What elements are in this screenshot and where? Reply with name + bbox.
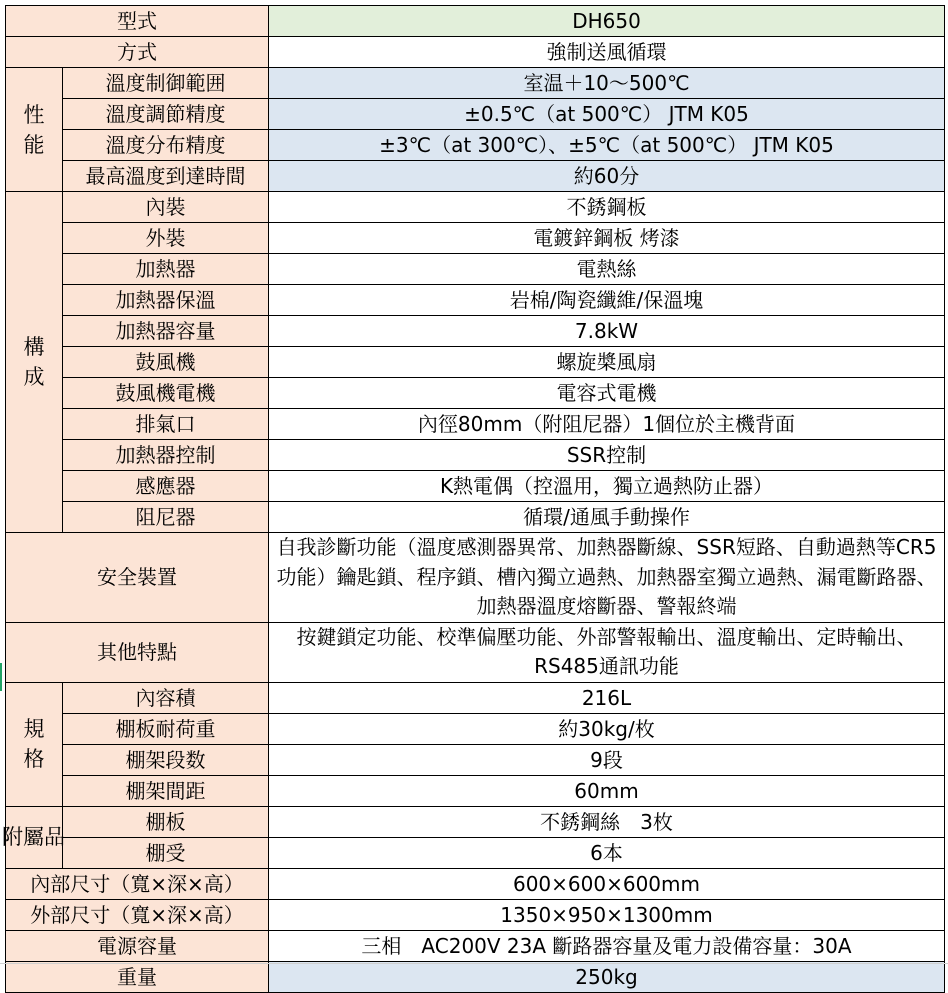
- row-label-weight: 重量: [6, 961, 269, 992]
- row-value: 約30kg/枚: [269, 713, 945, 744]
- row-label: 排氣口: [63, 409, 269, 440]
- row-value: 7.8kW: [269, 316, 945, 347]
- row-label-model: 型式: [6, 6, 269, 37]
- row-label-method: 方式: [6, 37, 269, 68]
- table-row: [6, 744, 945, 775]
- row-label: 溫度調節精度: [63, 99, 269, 130]
- row-selection-marker: [0, 663, 2, 691]
- table-row: [6, 161, 945, 192]
- row-value: 岩棉/陶瓷纖維/保溫塊: [269, 285, 945, 316]
- row-label: 內容積: [63, 682, 269, 713]
- row-value-model: DH650: [269, 6, 945, 37]
- row-label: 加熱器容量: [63, 316, 269, 347]
- row-label: 棚板耐荷重: [63, 713, 269, 744]
- row-label: 感應器: [63, 471, 269, 502]
- table-row: [6, 37, 945, 68]
- table-row: [6, 713, 945, 744]
- row-label: 溫度分布精度: [63, 130, 269, 161]
- row-value: 216L: [269, 682, 945, 713]
- row-value: 室温＋10～500℃: [269, 68, 945, 99]
- table-row: [6, 254, 945, 285]
- row-value: 9段: [269, 744, 945, 775]
- table-row: [6, 285, 945, 316]
- table-row: [6, 533, 945, 623]
- row-label: 內裝: [63, 192, 269, 223]
- row-value: 電鍍鋅鋼板 烤漆: [269, 223, 945, 254]
- table-row: [6, 930, 945, 961]
- table-row: [6, 316, 945, 347]
- row-label-power: 電源容量: [6, 930, 269, 961]
- row-value-other: 按鍵鎖定功能、校準偏壓功能、外部警報輸出、溫度輸出、定時輸出、RS485通訊功能: [269, 622, 945, 682]
- row-label: 棚架段数: [63, 744, 269, 775]
- spec-table: [2, 5, 945, 993]
- row-label: 加熱器保溫: [63, 285, 269, 316]
- row-value: 電熱絲: [269, 254, 945, 285]
- row-label: 棚架間距: [63, 775, 269, 806]
- group-specs: 規 格: [6, 682, 63, 806]
- table-row: [6, 502, 945, 533]
- table-row: [6, 223, 945, 254]
- row-label: 鼓風機電機: [63, 378, 269, 409]
- group-performance: 性 能: [6, 68, 63, 192]
- table-row: [6, 806, 945, 837]
- row-value: 約60分: [269, 161, 945, 192]
- row-label: 最高溫度到達時間: [63, 161, 269, 192]
- table-row: [6, 99, 945, 130]
- row-value: 60mm: [269, 775, 945, 806]
- row-label: 加熱器控制: [63, 440, 269, 471]
- table-row: [6, 192, 945, 223]
- table-row: [6, 775, 945, 806]
- row-label-safety: 安全裝置: [6, 533, 269, 623]
- row-value: 內徑80mm（附阻尼器）1個位於主機背面: [269, 409, 945, 440]
- table-row: [6, 868, 945, 899]
- row-label: 鼓風機: [63, 347, 269, 378]
- row-value: 螺旋槳風扇: [269, 347, 945, 378]
- table-row: [6, 409, 945, 440]
- row-value: 循環/通風手動操作: [269, 502, 945, 533]
- row-value: 不銹鋼絲 3枚: [269, 806, 945, 837]
- row-value: 6本: [269, 837, 945, 868]
- table-row: [6, 6, 945, 37]
- row-value: 不銹鋼板: [269, 192, 945, 223]
- row-label: 棚受: [63, 837, 269, 868]
- row-value-weight: 250kg: [269, 961, 945, 992]
- sheet-bottom-gridline: [0, 963, 948, 964]
- table-row: [6, 961, 945, 992]
- group-construction: 構 成: [6, 192, 63, 533]
- table-row: [6, 899, 945, 930]
- row-value-inner-dims: 600×600×600mm: [269, 868, 945, 899]
- row-value: ±0.5℃（at 500℃） JTM K05: [269, 99, 945, 130]
- row-value-safety: 自我診斷功能（溫度感測器異常、加熱器斷線、SSR短路、自動過熱等CR5功能）鑰匙鎖、程序鎖、槽內獨立過熱、加熱器室獨立過熱、漏電斷路器、加熱器溫度熔斷器、警報終端: [269, 533, 945, 623]
- row-label: 溫度制御範囲: [63, 68, 269, 99]
- row-label-inner-dims: 內部尺寸（寬×深×高）: [6, 868, 269, 899]
- table-row: [6, 471, 945, 502]
- row-value: K熱電偶（控溫用，獨立過熱防止器）: [269, 471, 945, 502]
- row-value-outer-dims: 1350×950×1300mm: [269, 899, 945, 930]
- row-value-method: 強制送風循環: [269, 37, 945, 68]
- group-accessories: 附屬品: [6, 806, 63, 868]
- row-label-other: 其他特點: [6, 622, 269, 682]
- table-row: [6, 837, 945, 868]
- row-value: SSR控制: [269, 440, 945, 471]
- row-label-outer-dims: 外部尺寸（寬×深×高）: [6, 899, 269, 930]
- row-label: 加熱器: [63, 254, 269, 285]
- table-row: [6, 378, 945, 409]
- row-label: 外裝: [63, 223, 269, 254]
- table-row: [6, 68, 945, 99]
- row-value: ±3℃（at 300℃）、±5℃（at 500℃） JTM K05: [269, 130, 945, 161]
- table-row: [6, 622, 945, 682]
- table-row: [6, 130, 945, 161]
- row-label: 阻尼器: [63, 502, 269, 533]
- table-row: [6, 440, 945, 471]
- row-label: 棚板: [63, 806, 269, 837]
- table-row: [6, 682, 945, 713]
- table-row: [6, 347, 945, 378]
- row-value: 電容式電機: [269, 378, 945, 409]
- row-value-power: 三相 AC200V 23A 斷路器容量及電力設備容量：30A: [269, 930, 945, 961]
